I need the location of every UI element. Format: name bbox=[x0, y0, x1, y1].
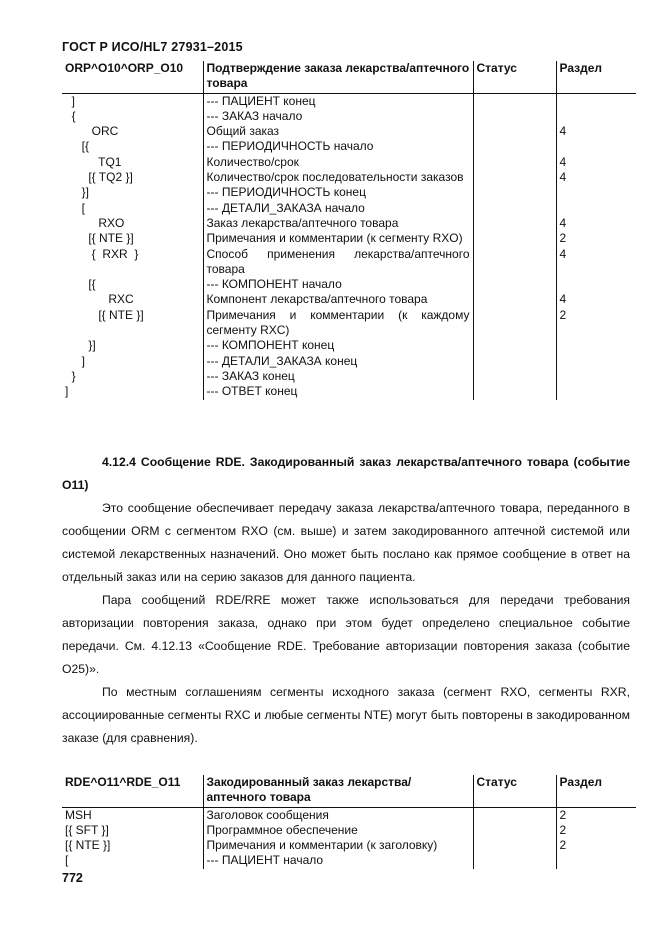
section-cell: 4 bbox=[556, 155, 636, 170]
segment-cell: ] bbox=[65, 353, 86, 368]
segment-cell: ] bbox=[65, 384, 69, 399]
table-row bbox=[62, 216, 636, 231]
description-cell: Количество/срок последовательности заказов bbox=[203, 170, 473, 185]
segment-cell: [{ NTE }] bbox=[65, 231, 134, 246]
table-row bbox=[62, 139, 636, 154]
status-cell bbox=[473, 155, 556, 170]
table-row bbox=[62, 185, 636, 200]
status-cell bbox=[473, 354, 556, 369]
status-cell bbox=[473, 338, 556, 353]
table-header-row bbox=[62, 61, 636, 93]
status-cell bbox=[473, 292, 556, 307]
document-header: ГОСТ Р ИСО/HL7 27931–2015 bbox=[62, 40, 243, 54]
section-cell: 4 bbox=[556, 292, 636, 307]
section-cell: 4 bbox=[556, 170, 636, 185]
table-row bbox=[62, 807, 636, 823]
status-cell bbox=[473, 853, 556, 868]
segment-cell: RXO bbox=[65, 215, 125, 230]
segment-cell: [{ NTE }] bbox=[65, 307, 144, 322]
table-row bbox=[62, 201, 636, 216]
segment-cell: }] bbox=[65, 185, 90, 200]
col-header-section: Раздел bbox=[556, 775, 636, 807]
segment-cell: [{ bbox=[65, 139, 90, 154]
col-header-description: Закодированный заказ лекарства/аптечного товара bbox=[203, 775, 473, 807]
table-row bbox=[62, 170, 636, 185]
table-row bbox=[62, 247, 636, 278]
segment-cell: RXC bbox=[65, 292, 134, 307]
segment-cell: [{ TQ2 }] bbox=[65, 170, 133, 185]
segment-cell: TQ1 bbox=[65, 154, 122, 169]
description-cell: --- ЗАКАЗ начало bbox=[203, 109, 473, 124]
status-cell bbox=[473, 109, 556, 124]
table-row bbox=[62, 308, 636, 339]
description-cell: Заголовок сообщения bbox=[203, 807, 473, 823]
segment-cell: [{ bbox=[65, 277, 96, 292]
status-cell bbox=[473, 216, 556, 231]
table-row bbox=[62, 354, 636, 369]
segment-cell: [ bbox=[65, 200, 86, 215]
section-cell: 2 bbox=[556, 308, 636, 339]
section-cell bbox=[556, 384, 636, 399]
table-row bbox=[62, 231, 636, 246]
section-cell: 4 bbox=[556, 247, 636, 278]
description-cell: --- ПАЦИЕНТ конец bbox=[203, 93, 473, 109]
status-cell bbox=[473, 384, 556, 399]
status-cell bbox=[473, 823, 556, 838]
status-cell bbox=[473, 170, 556, 185]
table-row bbox=[62, 823, 636, 838]
status-cell bbox=[473, 201, 556, 216]
table-row bbox=[62, 338, 636, 353]
paragraph: Это сообщение обеспечивает передачу заказа лекарства/аптечного товара, переданного в сообщении ORM с сегментом RXO (см. выше) и затем закодированного аптечной системой или системой лекарственных назначений. Оно может быть послано как прямое сообщение в ответ на отдельный заказ или на серию заказов для данного пациента. bbox=[62, 501, 630, 584]
segment-cell: } bbox=[65, 368, 76, 383]
description-cell: --- ДЕТАЛИ_ЗАКАЗА конец bbox=[203, 354, 473, 369]
section-cell: 2 bbox=[556, 823, 636, 838]
description-cell: --- ЗАКАЗ конец bbox=[203, 369, 473, 384]
status-cell bbox=[473, 838, 556, 853]
section-4-12-4 bbox=[62, 451, 630, 750]
section-cell: 2 bbox=[556, 807, 636, 823]
status-cell bbox=[473, 185, 556, 200]
table-row bbox=[62, 93, 636, 109]
description-cell: --- ПАЦИЕНТ начало bbox=[203, 853, 473, 868]
description-cell: Программное обеспечение bbox=[203, 823, 473, 838]
status-cell bbox=[473, 231, 556, 246]
section-title: 4.12.4 Сообщение RDE. Закодированный заказ лекарства/аптечного товара (событие O11) bbox=[62, 455, 630, 492]
table-row bbox=[62, 853, 636, 868]
description-cell: Компонент лекарства/аптечного товара bbox=[203, 292, 473, 307]
segment-cell: [{ NTE }] bbox=[65, 838, 111, 853]
col-header-section: Раздел bbox=[556, 61, 636, 93]
status-cell bbox=[473, 139, 556, 154]
description-cell: --- ДЕТАЛИ_ЗАКАЗА начало bbox=[203, 201, 473, 216]
status-cell bbox=[473, 807, 556, 823]
description-cell: --- ПЕРИОДИЧНОСТЬ начало bbox=[203, 139, 473, 154]
table-row bbox=[62, 384, 636, 399]
description-cell: Примечания и комментарии (к сегменту RXO) bbox=[203, 231, 473, 246]
section-cell bbox=[556, 338, 636, 353]
description-cell: Количество/срок bbox=[203, 155, 473, 170]
section-cell: 2 bbox=[556, 231, 636, 246]
segment-cell: { bbox=[65, 108, 76, 123]
table-header-row bbox=[62, 775, 636, 807]
table-row bbox=[62, 277, 636, 292]
segment-cell: ORC bbox=[65, 124, 119, 139]
status-cell bbox=[473, 277, 556, 292]
paragraph: По местным соглашениям сегменты исходного заказа (сегмент RXO, сегменты RXR, ассоциированные сегменты RXC и любые сегменты NTE) могут быть повторены в закодированном заказе (для сравнения). bbox=[62, 685, 630, 745]
table-row bbox=[62, 155, 636, 170]
segment-cell: ] bbox=[65, 93, 76, 108]
section-cell bbox=[556, 185, 636, 200]
section-cell bbox=[556, 277, 636, 292]
col-header-message: ORP^O10^ORP_O10 bbox=[62, 61, 203, 93]
status-cell bbox=[473, 124, 556, 139]
status-cell bbox=[473, 247, 556, 278]
table-row bbox=[62, 838, 636, 853]
orp-o10-segment-table bbox=[62, 61, 636, 400]
description-cell: --- КОМПОНЕНТ конец bbox=[203, 338, 473, 353]
col-header-status: Статус bbox=[473, 61, 556, 93]
page-number: 772 bbox=[62, 871, 83, 885]
description-cell: Примечания и комментарии (к заголовку) bbox=[203, 838, 473, 853]
segment-cell: { RXR } bbox=[65, 246, 139, 261]
description-cell: --- ОТВЕТ конец bbox=[203, 384, 473, 399]
segment-cell: }] bbox=[65, 338, 96, 353]
rde-o11-segment-table bbox=[62, 775, 636, 869]
section-cell bbox=[556, 93, 636, 109]
table-row bbox=[62, 369, 636, 384]
segment-cell: [ bbox=[65, 853, 69, 868]
segment-cell: [{ SFT }] bbox=[65, 822, 109, 837]
status-cell bbox=[473, 369, 556, 384]
table-row bbox=[62, 124, 636, 139]
status-cell bbox=[473, 308, 556, 339]
section-cell: 2 bbox=[556, 838, 636, 853]
description-cell: --- ПЕРИОДИЧНОСТЬ конец bbox=[203, 185, 473, 200]
segment-cell: MSH bbox=[65, 807, 92, 822]
section-cell bbox=[556, 369, 636, 384]
description-cell: Примечания и комментарии (к каждому сегменту RXC) bbox=[203, 308, 473, 339]
description-cell: Общий заказ bbox=[203, 124, 473, 139]
description-cell: Заказ лекарства/аптечного товара bbox=[203, 216, 473, 231]
col-header-description: Подтверждение заказа лекарства/аптечного товара bbox=[203, 61, 473, 93]
section-cell bbox=[556, 109, 636, 124]
description-cell: --- КОМПОНЕНТ начало bbox=[203, 277, 473, 292]
section-cell bbox=[556, 354, 636, 369]
table-row bbox=[62, 109, 636, 124]
description-cell: Способ применения лекарства/аптечного товара bbox=[203, 247, 473, 278]
status-cell bbox=[473, 93, 556, 109]
table-row bbox=[62, 292, 636, 307]
section-cell bbox=[556, 853, 636, 868]
section-cell bbox=[556, 139, 636, 154]
paragraph: Пара сообщений RDE/RRE может также использоваться для передачи требования авторизации повторения заказа, однако при этом будет определено специальное событие передачи. См. 4.12.13 «Сообщение RDE. Требование авторизации повторения заказа (событие O25)». bbox=[62, 593, 630, 676]
section-cell: 4 bbox=[556, 216, 636, 231]
col-header-status: Статус bbox=[473, 775, 556, 807]
col-header-message: RDE^O11^RDE_O11 bbox=[62, 775, 203, 807]
section-cell: 4 bbox=[556, 124, 636, 139]
section-cell bbox=[556, 201, 636, 216]
